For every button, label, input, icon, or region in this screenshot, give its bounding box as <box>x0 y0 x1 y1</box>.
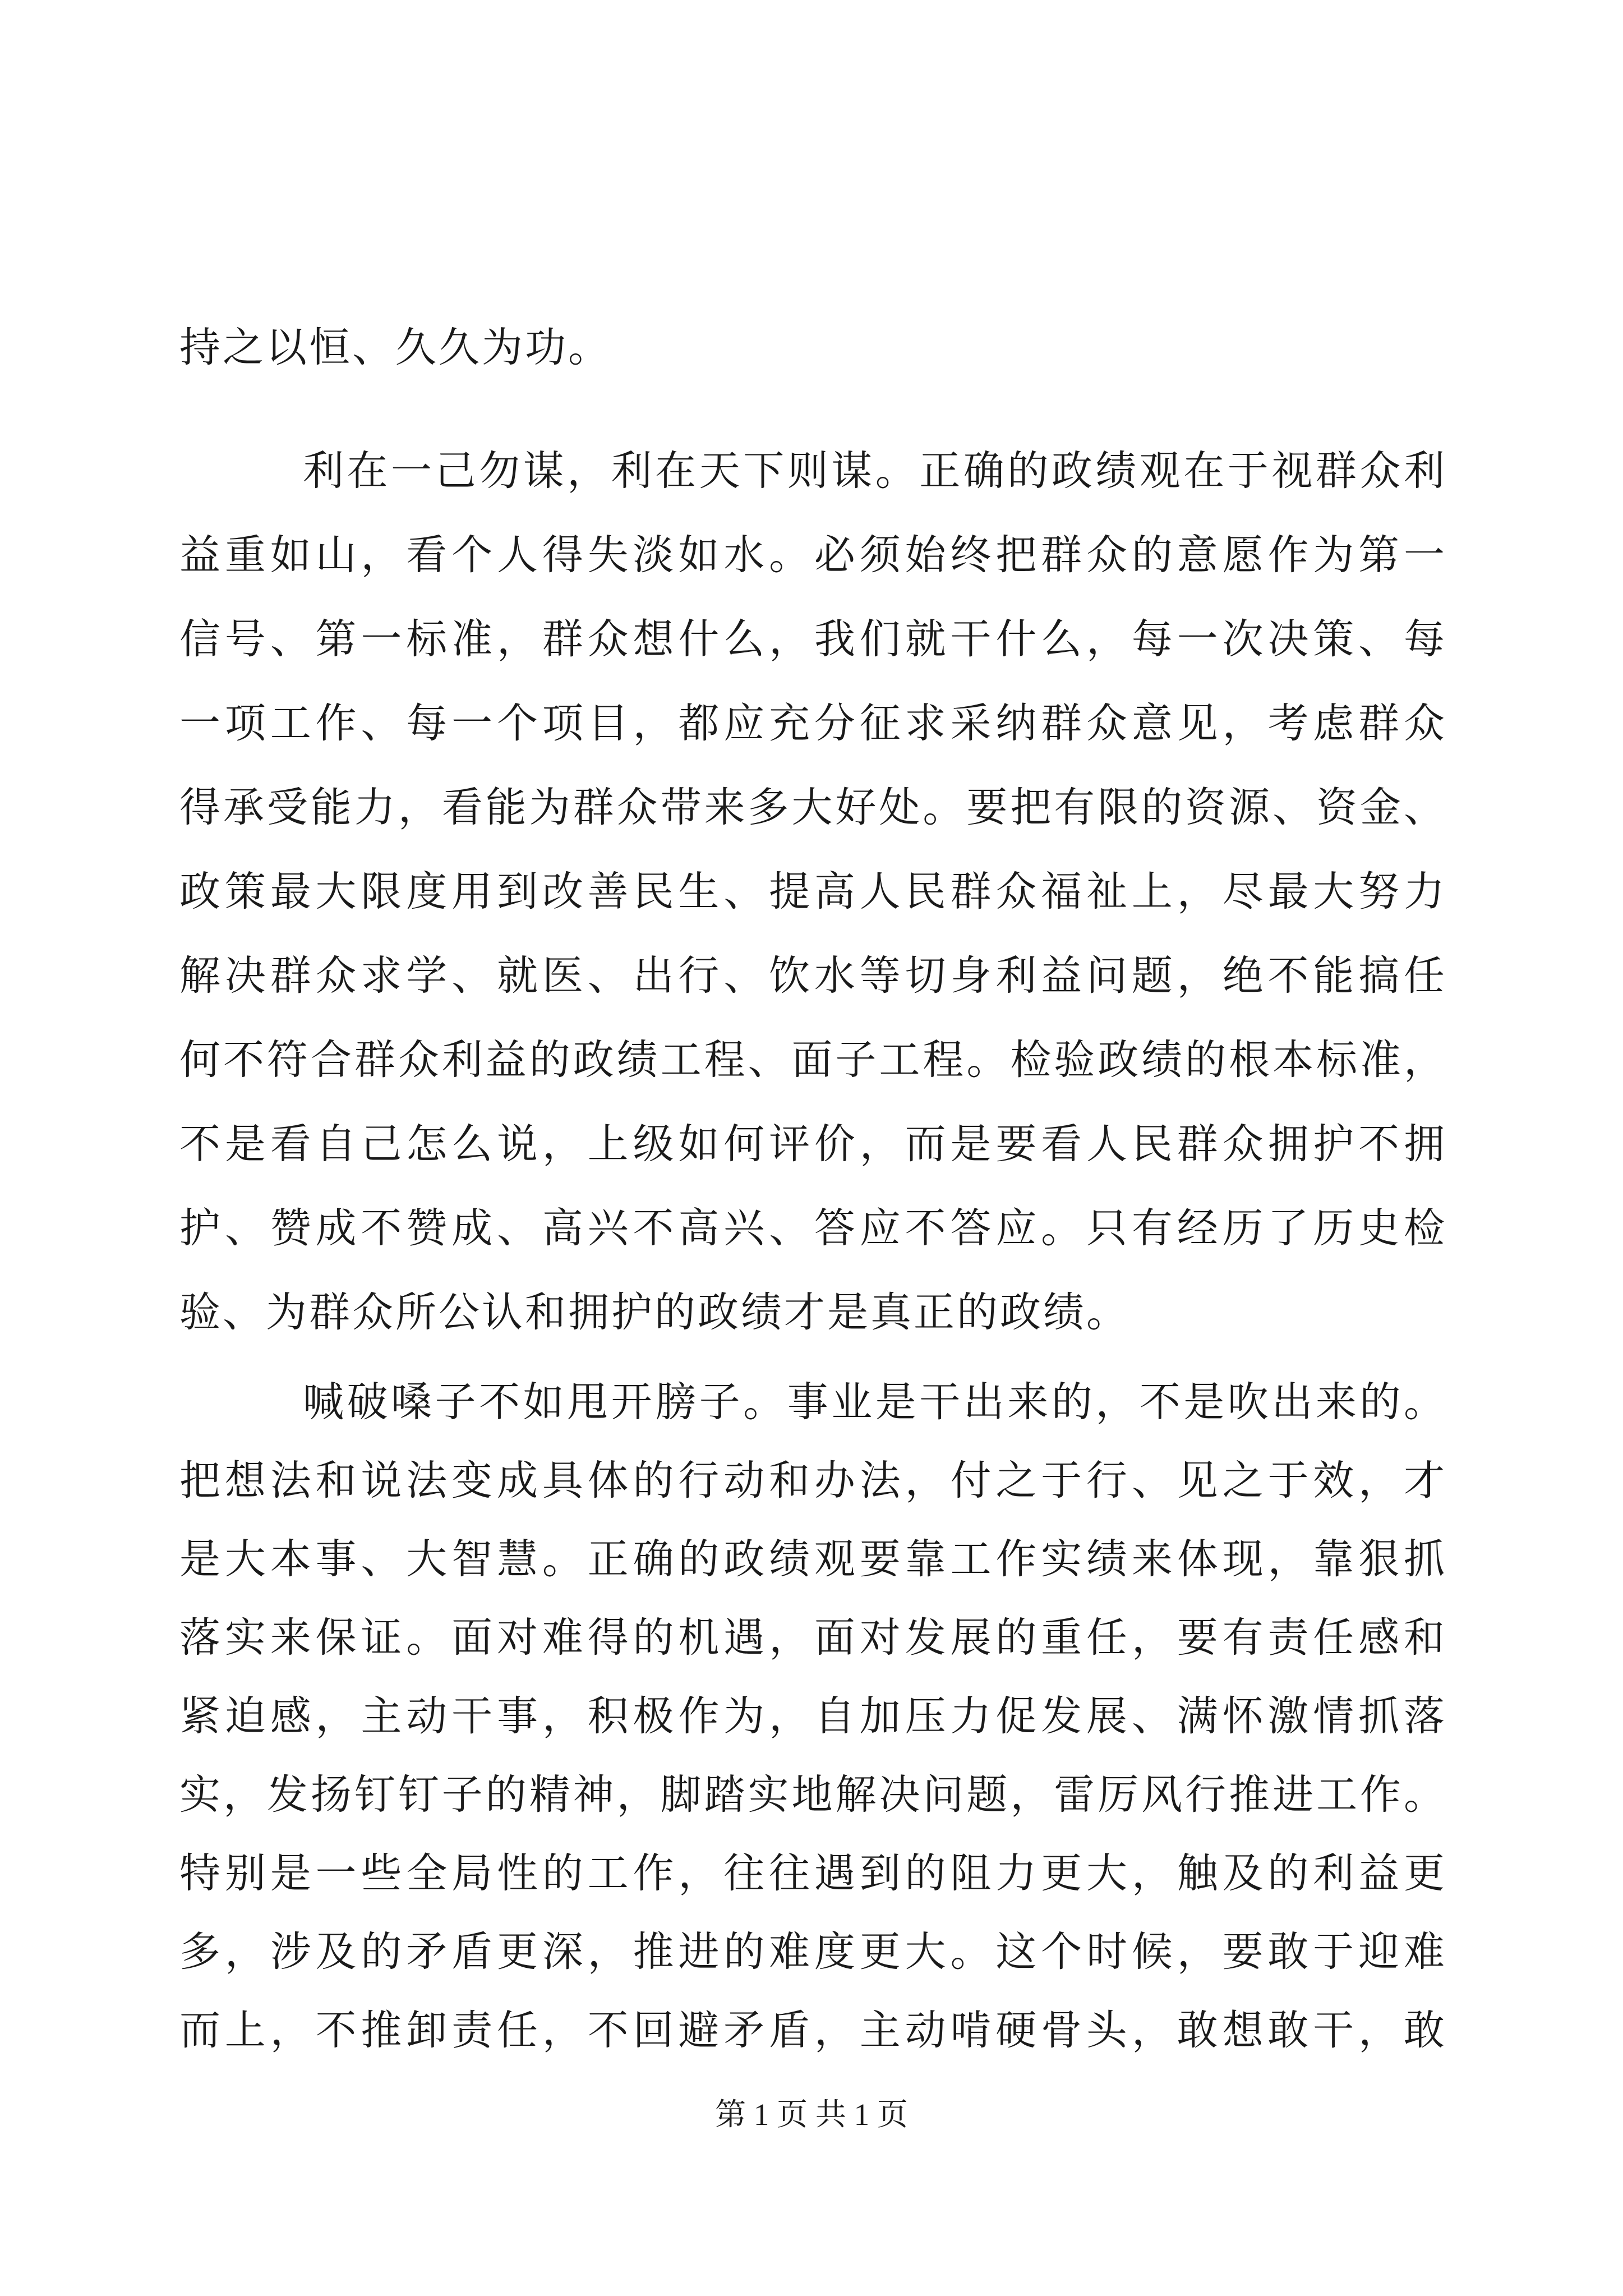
text-line: 政策最大限度用到改善民生、提高人民群众福祉上，尽最大努力 <box>179 868 1447 915</box>
text-line: 把想法和说法变成具体的行动和办法，付之于行、见之于效，才 <box>179 1457 1447 1504</box>
text-line: 多，涉及的矛盾更深，推进的难度更大。这个时候，要敢于迎难 <box>179 1928 1447 1976</box>
paragraph-first-line: 喊破嗓子不如甩开膀子。事业是干出来的，不是吹出来的。 <box>303 1378 1447 1426</box>
text-line: 益重如山，看个人得失淡如水。必须始终把群众的意愿作为第一 <box>179 531 1447 579</box>
text-line: 护、赞成不赞成、高兴不高兴、答应不答应。只有经历了历史检 <box>179 1204 1447 1252</box>
text-line: 持之以恒、久久为功。 <box>179 324 611 371</box>
text-line: 实，发扬钉钉子的精神，脚踏实地解决问题，雷厉风行推进工作。 <box>179 1771 1447 1819</box>
paragraph-first-line: 利在一己勿谋，利在天下则谋。正确的政绩观在于视群众利 <box>303 447 1447 495</box>
text-line: 何不符合群众利益的政绩工程、面子工程。检验政绩的根本标准， <box>179 1036 1447 1084</box>
text-line: 不是看自己怎么说，上级如何评价，而是要看人民群众拥护不拥 <box>179 1120 1447 1168</box>
text-line: 落实来保证。面对难得的机遇，面对发展的重任，要有责任感和 <box>179 1614 1447 1662</box>
text-line: 一项工作、每一个项目，都应充分征求采纳群众意见，考虑群众 <box>179 700 1447 747</box>
text-line: 紧迫感，主动干事，积极作为，自加压力促发展、满怀激情抓落 <box>179 1692 1447 1740</box>
text-line: 而上，不推卸责任，不回避矛盾，主动啃硬骨头，敢想敢干，敢 <box>179 2007 1447 2054</box>
text-line: 验、为群众所公认和拥护的政绩才是真正的政绩。 <box>179 1289 1129 1336</box>
text-line: 得承受能力，看能为群众带来多大好处。要把有限的资源、资金、 <box>179 784 1447 831</box>
text-line: 是大本事、大智慧。正确的政绩观要靠工作实绩来体现，靠狠抓 <box>179 1535 1447 1583</box>
text-line: 特别是一些全局性的工作，往往遇到的阻力更大，触及的利益更 <box>179 1849 1447 1897</box>
text-line: 信号、第一标准，群众想什么，我们就干什么，每一次决策、每 <box>179 615 1447 663</box>
page-footer: 第 1 页 共 1 页 <box>715 2097 908 2132</box>
text-line: 解决群众求学、就医、出行、饮水等切身利益问题，绝不能搞任 <box>179 952 1447 1000</box>
